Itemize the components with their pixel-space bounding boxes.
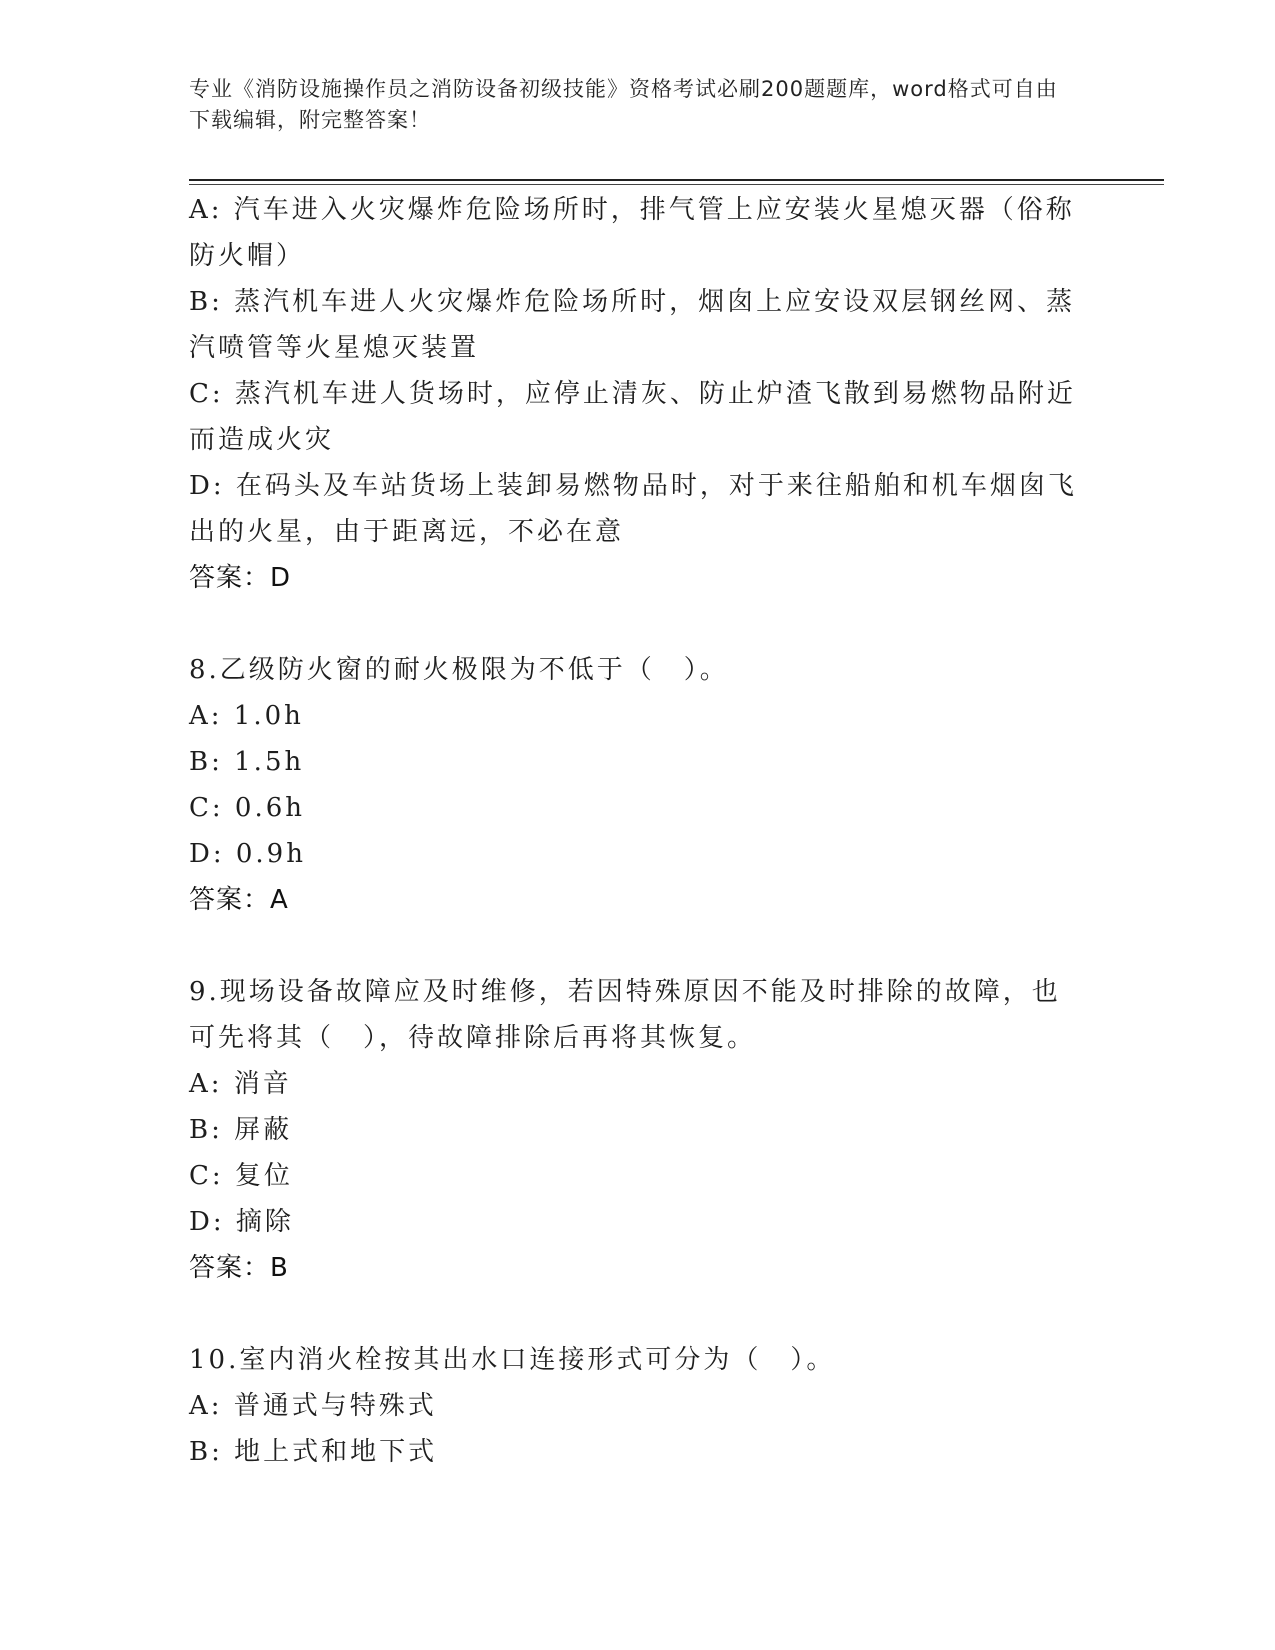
answer-line: 答案：D bbox=[189, 563, 292, 593]
option-b: B: 屏蔽 bbox=[189, 1115, 293, 1145]
answer-line: 答案：A bbox=[189, 885, 289, 915]
question-stem: 10.室内消火栓按其出水口连接形式可分为（ ）。 bbox=[189, 1345, 836, 1375]
question-9 bbox=[189, 969, 1089, 1291]
question-10 bbox=[189, 1337, 1089, 1475]
option-b: B: 1.5h bbox=[189, 747, 305, 777]
spacer bbox=[189, 923, 1089, 969]
option-a: A: 消音 bbox=[189, 1069, 292, 1099]
option-c: C: 复位 bbox=[189, 1161, 293, 1191]
answer-line: 答案：B bbox=[189, 1253, 289, 1283]
option-a: A: 1.0h bbox=[189, 701, 304, 731]
spacer bbox=[189, 1291, 1089, 1337]
option-d: D: 在码头及车站货场上装卸易燃物品时，对于来往船舶和机车烟囱飞出的火星，由于距离远，不必在意 bbox=[189, 471, 1077, 547]
option-d: D: 摘除 bbox=[189, 1207, 294, 1237]
option-b: B: 地上式和地下式 bbox=[189, 1437, 438, 1467]
option-c: C: 蒸汽机车进人货场时，应停止清灰、防止炉渣飞散到易燃物品附近而造成火灾 bbox=[189, 379, 1076, 455]
header-divider-thick bbox=[189, 179, 1164, 181]
question-8 bbox=[189, 647, 1089, 923]
question-7 bbox=[189, 187, 1089, 601]
option-c: C: 0.6h bbox=[189, 793, 306, 823]
option-d: D: 0.9h bbox=[189, 839, 306, 869]
document-header: 专业《消防设施操作员之消防设备初级技能》资格考试必刷200题题库，word格式可自由下载编辑，附完整答案！ bbox=[189, 77, 1058, 132]
spacer bbox=[189, 601, 1089, 647]
header-divider-thin bbox=[189, 184, 1164, 185]
question-content bbox=[189, 187, 1089, 1475]
option-a: A: 汽车进入火灾爆炸危险场所时，排气管上应安装火星熄灭器（俗称防火帽） bbox=[189, 195, 1075, 271]
question-stem: 9.现场设备故障应及时维修，若因特殊原因不能及时排除的故障，也可先将其（ ），待故障排除后再将其恢复。 bbox=[189, 977, 1061, 1053]
question-stem: 8.乙级防火窗的耐火极限为不低于（ ）。 bbox=[189, 655, 729, 685]
option-a: A: 普通式与特殊式 bbox=[189, 1391, 437, 1421]
option-b: B: 蒸汽机车进人火灾爆炸危险场所时，烟囱上应安设双层钢丝网、蒸汽喷管等火星熄灭装置 bbox=[189, 287, 1076, 363]
